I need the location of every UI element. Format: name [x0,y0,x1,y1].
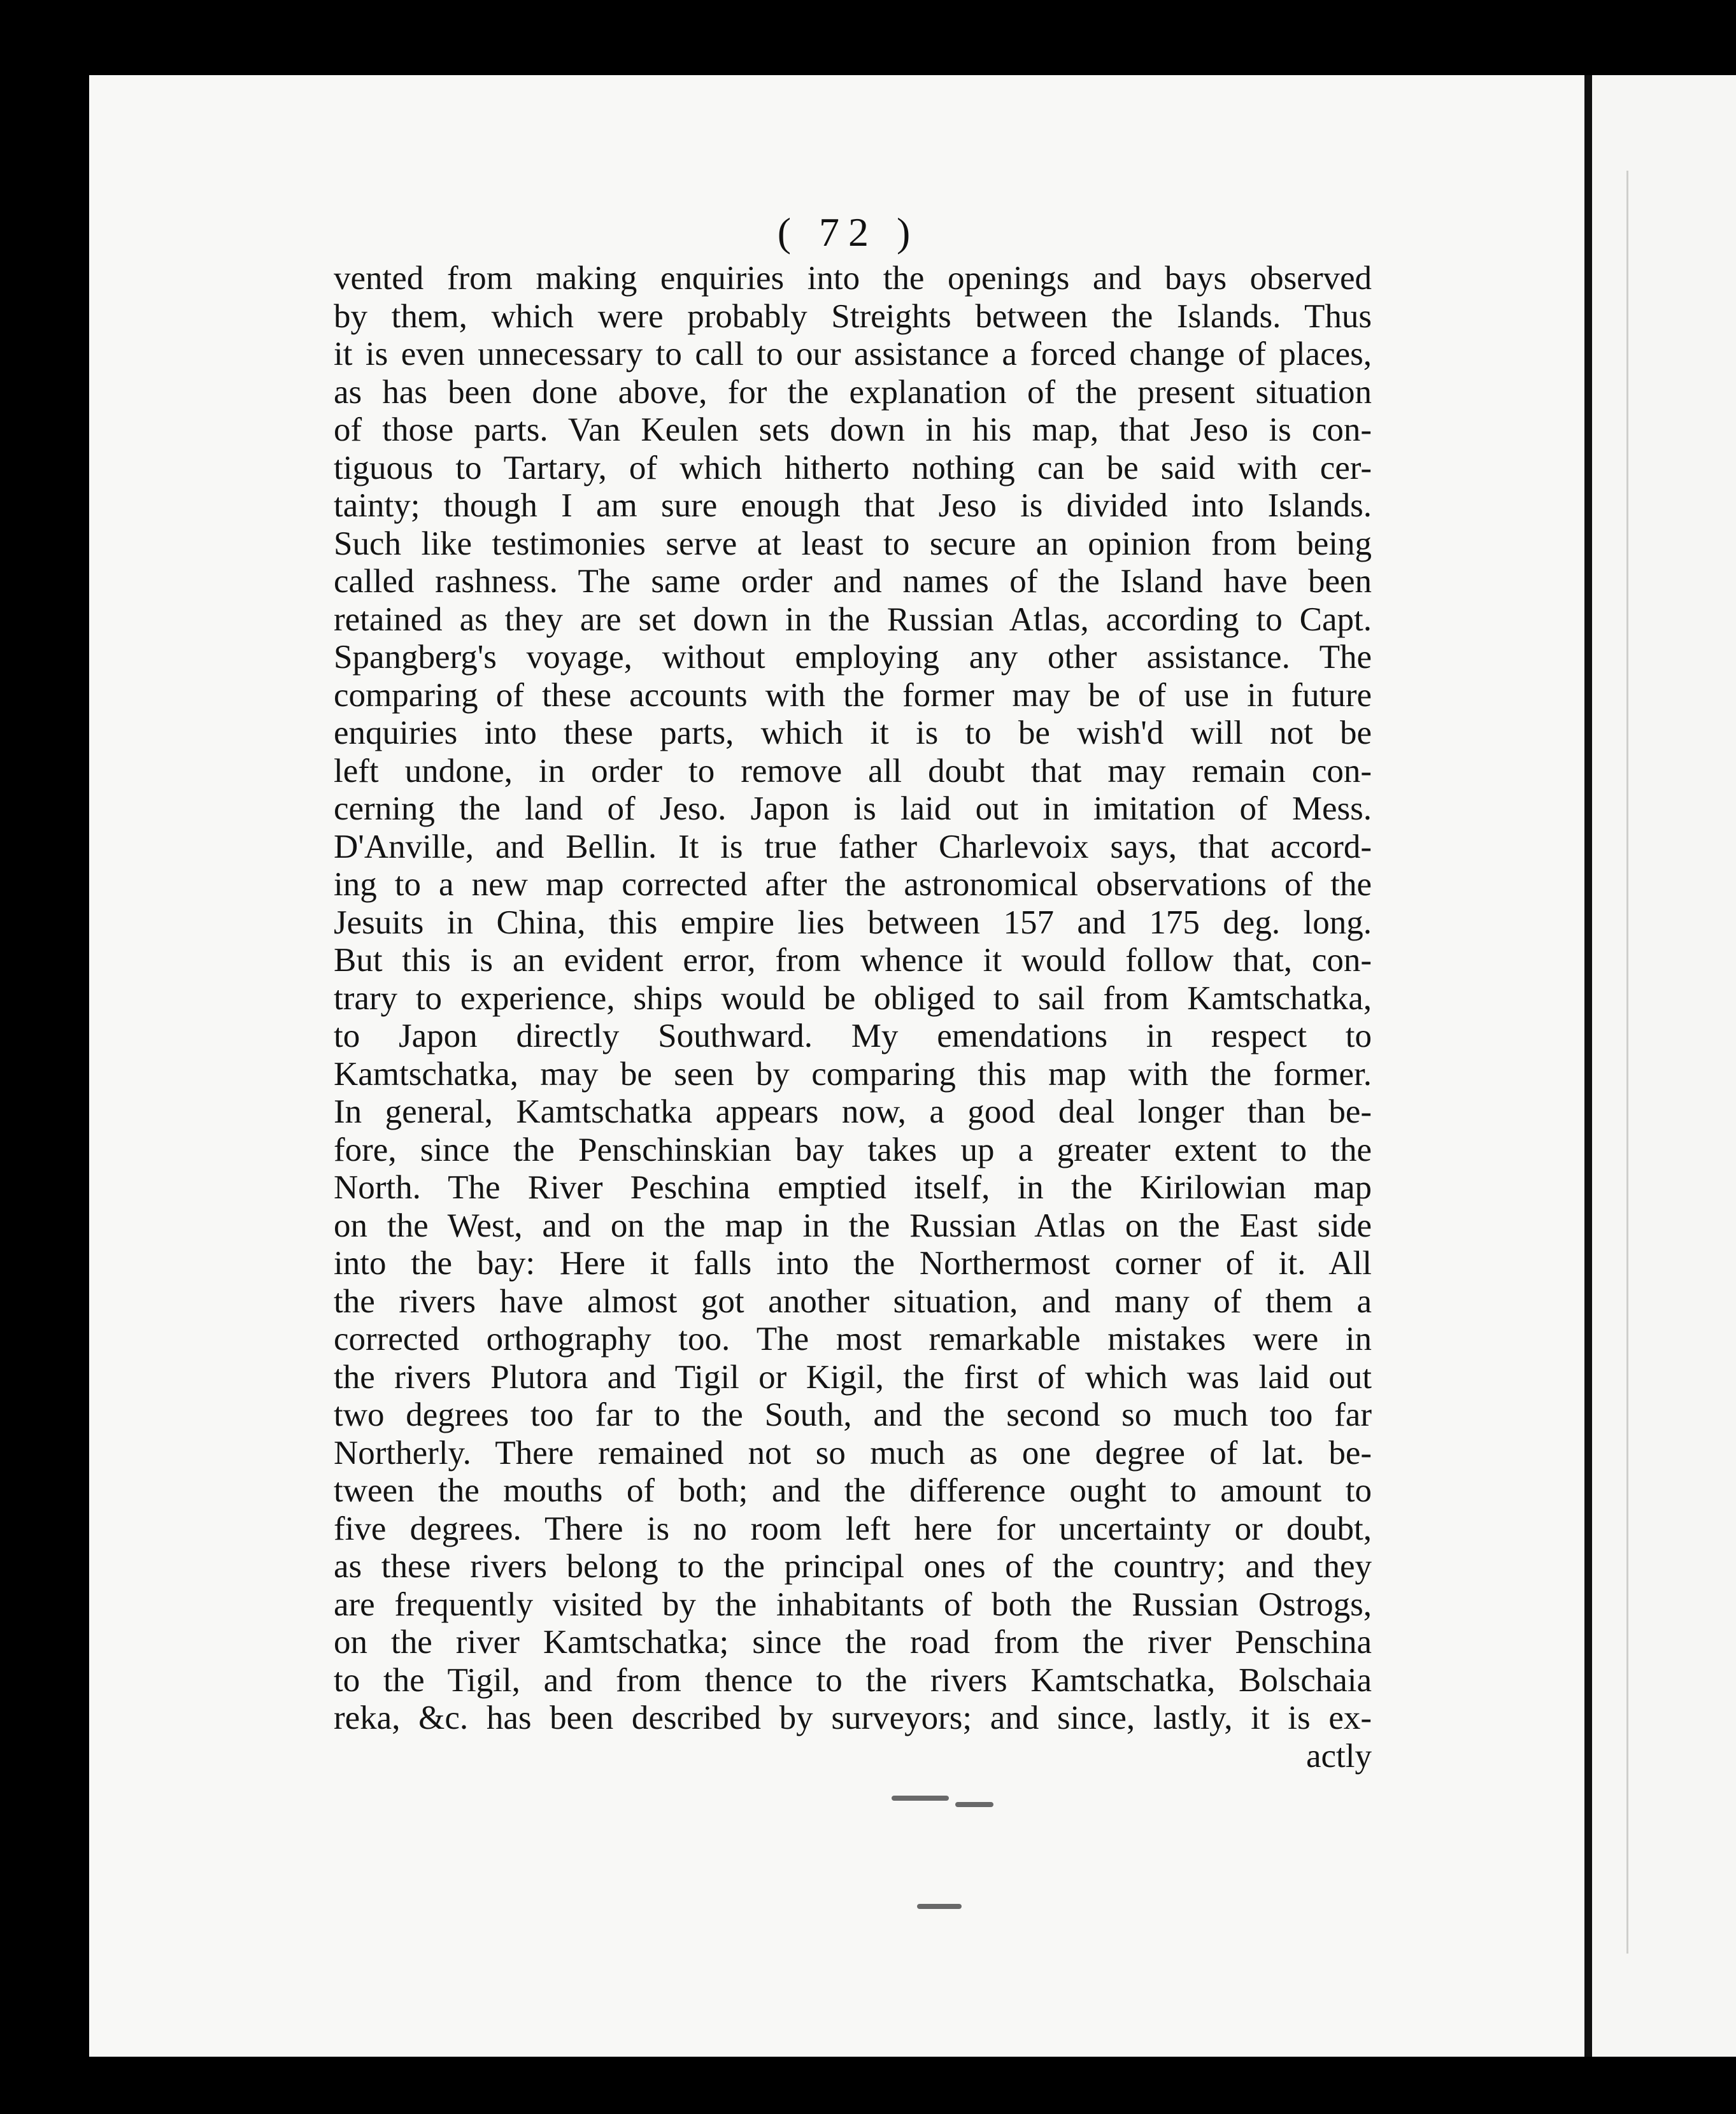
body-text [334,260,1372,1775]
text-line: on the West, and on the map in the Russian Atlas on the East side [334,1207,1372,1244]
text-line: of those parts. Van Keulen sets down in his map, that Jeso is con- [334,411,1372,448]
text-line: enquiries into these parts, which it is to be wish'd will not be [334,714,1372,751]
facing-page-edge [1592,75,1736,2057]
text-line: called rashness. The same order and names of the Island have been [334,563,1372,600]
page-number: ( 72 ) [777,209,920,255]
ink-smudge [955,1802,993,1807]
text-line: into the bay: Here it falls into the Northermost corner of it. All [334,1245,1372,1282]
text-line: But this is an evident error, from whence it would follow that, con- [334,942,1372,979]
text-line: Kamtschatka, may be seen by comparing this map with the former. [334,1055,1372,1093]
text-line: trary to experience, ships would be obliged to sail from Kamtschatka, [334,979,1372,1017]
text-line: Jesuits in China, this empire lies between 157 and 175 deg. long. [334,904,1372,941]
text-line: Northerly. There remained not so much as one degree of lat. be- [334,1434,1372,1472]
facing-page-rule [1626,171,1628,1954]
text-line: on the river Kamtschatka; since the road from the river Penschina [334,1624,1372,1661]
text-line: tiguous to Tartary, of which hitherto nothing can be said with cer- [334,449,1372,486]
text-line: Such like testimonies serve at least to secure an opinion from being [334,525,1372,562]
text-line: to Japon directly Southward. My emendations in respect to [334,1018,1372,1054]
text-line: tween the mouths of both; and the difference ought to amount to [334,1472,1372,1509]
text-line: five degrees. There is no room left here for uncertainty or doubt, [334,1510,1372,1547]
text-line: D'Anville, and Bellin. It is true father Charlevoix says, that accord- [334,828,1372,865]
text-line: to the Tigil, and from thence to the rivers Kamtschatka, Bolschaia [334,1661,1372,1699]
text-line: reka, &c. has been described by surveyors; and since, lastly, it is ex- [334,1699,1372,1736]
ink-smudge [892,1796,949,1801]
text-line: corrected orthography too. The most remarkable mistakes were in [334,1321,1372,1358]
text-line: tainty; though I am sure enough that Jeso is divided into Islands. [334,487,1372,524]
text-line: it is even unnecessary to call to our assistance a forced change of places, [334,336,1372,372]
text-line: as these rivers belong to the principal ones of the country; and they [334,1548,1372,1585]
text-line: by them, which were probably Streights between the Islands. Thus [334,297,1372,335]
catchword: actly [1306,1737,1372,1775]
text-line: the rivers have almost got another situation, and many of them a [334,1282,1372,1320]
text-line: North. The River Peschina emptied itself, in the Kirilowian map [334,1169,1372,1206]
text-line: as has been done above, for the explanation of the present situation [334,373,1372,411]
text-line: ing to a new map corrected after the astronomical observations of the [334,866,1372,903]
text-line: fore, since the Penschinskian bay takes up a greater extent to the [334,1131,1372,1168]
text-line: In general, Kamtschatka appears now, a good deal longer than be- [334,1093,1372,1130]
text-line: two degrees too far to the South, and the second so much too far [334,1396,1372,1433]
text-line: the rivers Plutora and Tigil or Kigil, the first of which was laid out [334,1358,1372,1396]
ink-smudge [917,1904,962,1909]
text-line: retained as they are set down in the Russian Atlas, according to Capt. [334,600,1372,638]
text-line: left undone, in order to remove all doubt that may remain con- [334,752,1372,790]
text-line: Spangberg's voyage, without employing any other assistance. The [334,639,1372,676]
text-line: are frequently visited by the inhabitants of both the Russian Ostrogs, [334,1585,1372,1623]
text-line: comparing of these accounts with the former may be of use in future [334,676,1372,714]
text-line: vented from making enquiries into the openings and bays observed [334,260,1372,297]
text-line: cerning the land of Jeso. Japon is laid out in imitation of Mess. [334,790,1372,827]
